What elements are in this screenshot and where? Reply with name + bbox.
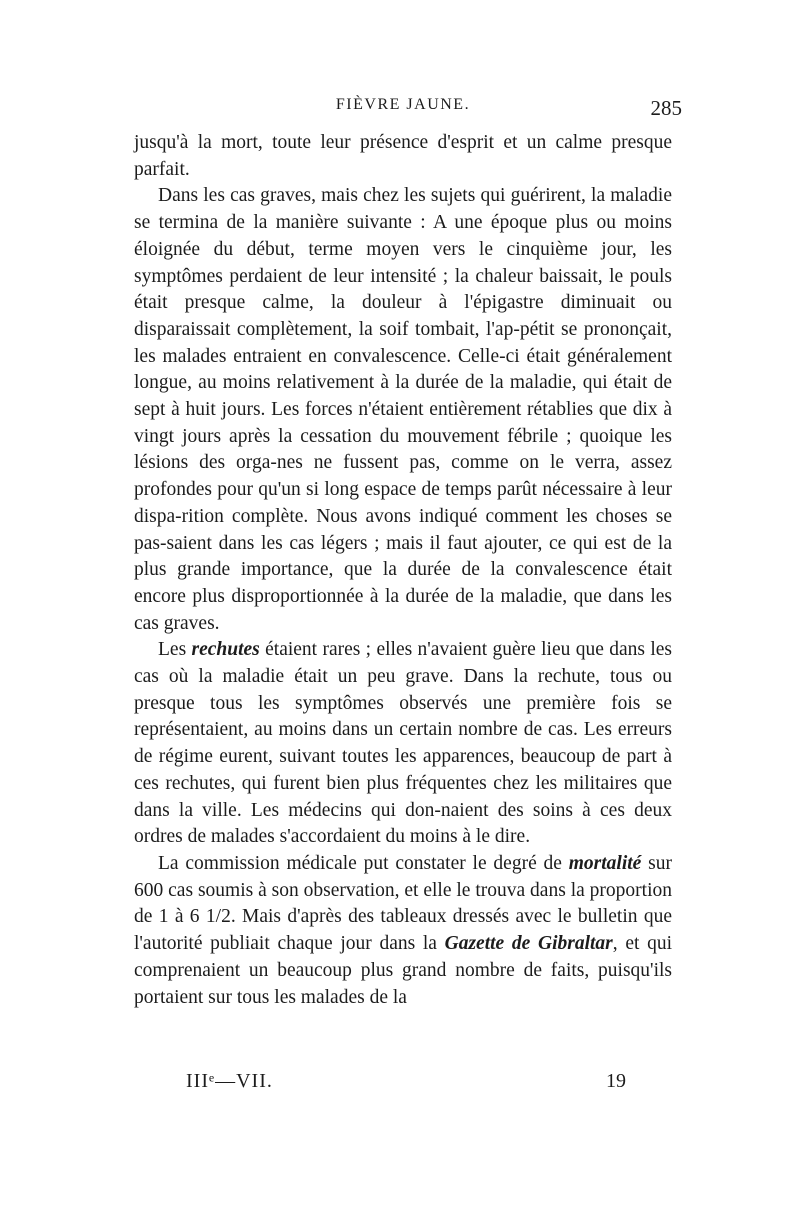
italic-term: Gazette de Gibraltar xyxy=(444,933,613,955)
text-run: Les xyxy=(158,639,192,661)
italic-term: mortalité xyxy=(568,852,642,874)
text-run: jusqu'à la mort, toute leur présence d'esprit et un calme presque parfait. xyxy=(134,132,672,180)
page-footer xyxy=(186,1070,626,1100)
running-head: FIÈVRE JAUNE. xyxy=(335,96,471,113)
paragraph xyxy=(134,851,672,1011)
text-run: , et qui comprenaient un beaucoup plus grand nombre de faits, puisqu'ils portaient sur tous les malades de la xyxy=(134,933,672,1008)
paragraph xyxy=(134,130,672,183)
text-run: Dans les cas graves, mais chez les sujets qui guérirent, la maladie se termina de la manière suivante : A une époque plus ou moins éloignée du début, terme moyen vers le cinquième jour, les symptômes perdaient de leur intensité ; la chaleur baissait, le pouls était presque calme, la douleur à l'épigastre diminuait ou disparaissait complètement, la soif tombait, l'ap-pétit se prononçait, les malades entraient en convalescence. Celle-ci était généralement longue, au moins relativement à la durée de la maladie, qui était de sept à huit jours. Les forces n'étaient entièrement rétablies que dix à vingt jours après la cessation du mouvement fébrile ; quoique les lésions des orga-nes ne fussent pas, comme on le verra, assez profondes pour qu'un si long espace de temps parût nécessaire à leur dispa-rition complète. Nous avons indiqué comment les choses se pas-saient dans les cas légers ; mais il faut ajouter, ce qui est de la plus grande importance, que la durée de la convalescence était encore plus disproportionnée à la durée de la maladie, que dans les cas graves. xyxy=(134,185,672,634)
paragraph xyxy=(134,183,672,637)
italic-term: rechutes xyxy=(191,639,260,661)
text-run: étaient rares ; elles n'avaient guère lieu que dans les cas où la maladie était un peu grave. Dans la rechute, tous ou presque tous les symptômes observés une première fois se représentaient, au moins dans un certain nombre de cas. Les erreurs de régime eurent, suivant toutes les apparences, beaucoup de part à ces rechutes, qui furent bien plus fréquentes chez les militaires que dans la ville. Les médecins qui don-naient des soins à ces deux ordres de malades s'accordaient du moins à le dire. xyxy=(134,639,672,848)
paragraph xyxy=(134,637,672,851)
page-number: 285 xyxy=(650,96,682,120)
signature-number: 19 xyxy=(606,1070,626,1092)
text-run: sur 600 cas soumis à son observation, et elle le trouva dans la proportion de 1 à 6 1/2. Mais d'après des tableaux dressés avec le bulletin que l'autorité publiait chaque jour dans la xyxy=(134,852,672,955)
body-text xyxy=(134,130,672,1011)
signature-mark: IIIᵉ—VII. xyxy=(186,1070,273,1092)
text-run: La commission médicale put constater le degré de xyxy=(158,852,569,874)
page-header xyxy=(120,96,686,126)
